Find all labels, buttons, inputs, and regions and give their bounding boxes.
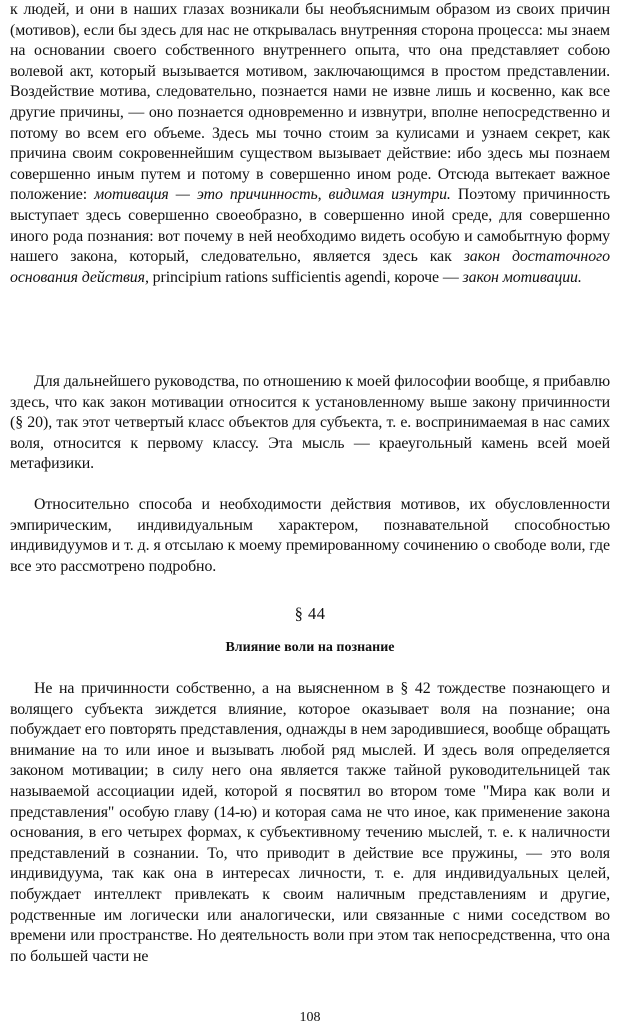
paragraph-motivation-italic-2: закон достаточного основания действия, — [10, 248, 610, 286]
paragraph-motives-reference: Относительно способа и необходимости действия мотивов, их обусловленности эмпирическим, индивидуальным характером, познавательной способностью индивидуумов и т. д. я отсылаю к моему премированному сочинению о свободе воли, где все это рассмотрено подробно. — [10, 496, 610, 575]
paragraph-motivation-text-1: к людей, и они в наших глазах возникали бы необъяснимым образом из своих причин (мотивов), если бы здесь для нас не открывалась внутренняя сторона процесса: мы знаем на основании своего собственного внутреннего опыта, что она представляет собою волевой акт, который вызывается мотивом, заключающимся в простом представлении. Воздействие мотива, следовательно, познается нами не извне лишь и косвенно, как все другие причины, — оно познается одновременно и извнутри, вполне непосредственно и потому во всем его объеме. Здесь мы точно стоим за кулисами и узнаем секрет, как причина своим сокровеннейшим существом вызывает действие: ибо здесь мы познаем совершенно иным путем и потому в совершенно ином роде. Отсюда вытекает важное положение: — [10, 1, 610, 204]
paragraph-fourth-class: Для дальнейшего руководства, по отношению к моей философии вообще, я прибавлю здесь, что как закон мотивации относится к установленному выше закону причинности (§ 20), так этот четвертый класс объектов для субъекта, т. е. воспринимаемая в нас самих воля, относится к первому классу. Эта мысль — краеугольный камень всей моей метафизики. — [10, 373, 610, 473]
paragraph-motivation-italic-1: мотивация — это причинность, видимая изнутри. — [94, 186, 451, 204]
paragraph-motivation-italic-3: закон мотивации. — [462, 268, 582, 286]
page-number: 108 — [299, 1010, 321, 1025]
section-title: Влияние воли на познание — [225, 640, 395, 655]
section-number: § 44 — [294, 604, 326, 623]
book-page — [10, 0, 610, 1033]
paragraph-motivation — [10, 0, 610, 288]
paragraph-will-influence: Не на причинности собственно, а на выясненном в § 42 тождестве познающего и волящего субъекта зиждется влияние, которое оказывает воля на познание; она побуждает его повторять представления, однажды в нем зародившиеся, вообще обращать внимание на то или иное и вызывать любой ряд мыслей. И здесь воля определяется законом мотивации; в силу него она является также тайной руководительницей так называемой ассоциации идей, которой я посвятил во втором томе "Мира как воли и представления" особую главу (14-ю) и которая сама не что иное, как применение закона основания, в его четырех формах, к субъективному течению мыслей, т. е. к наличности представлений в сознании. То, что приводит в действие все пружины, — это воля индивидуума, так как она в интересах личности, т. е. для индивидуальных целей, побуждает интеллект привлекать к своим наличным представлениям и другие, родственные им логически или аналогически, или связанные с ними соседством во времени или пространстве. Но деятельность воли при этом так непосредственна, что она по большей части не — [10, 680, 610, 965]
paragraph-motivation-text-2: Поэтому причинность выступает здесь совершенно своеобразно, в совершенно иной среде, для совершенно иного рода познания: вот почему в ней необходимо видеть особую и самобытную форму нашего закона, который, следовательно, является здесь как — [10, 186, 610, 266]
paragraph-motivation-text-3: principium rations sufficientis agendi, короче — — [148, 268, 463, 286]
